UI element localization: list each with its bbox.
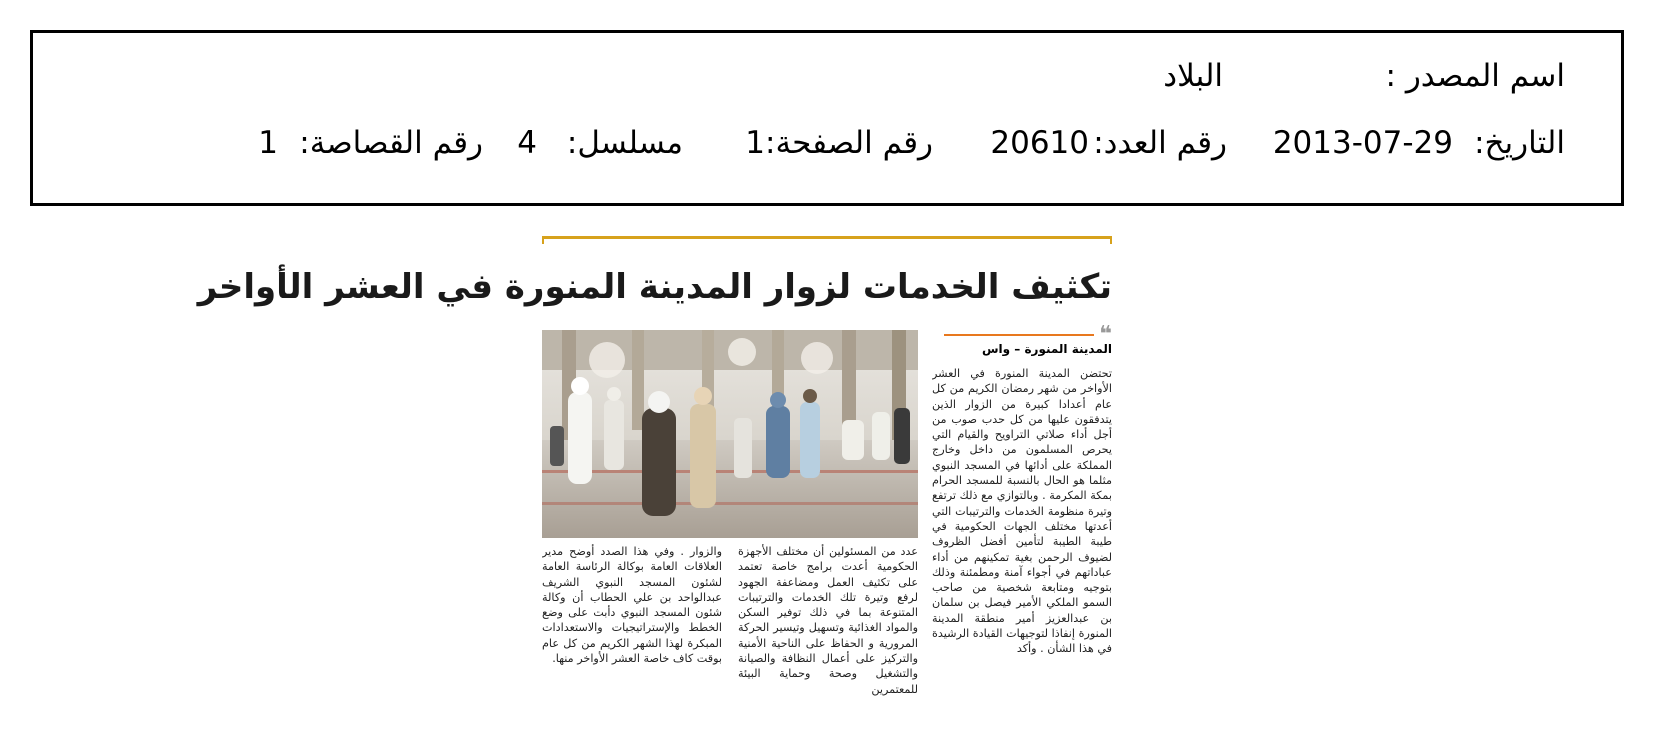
article-photo — [542, 330, 918, 538]
issue-label: رقم العدد: — [1093, 125, 1227, 161]
source-label: اسم المصدر : — [1385, 58, 1565, 94]
dateline-block — [930, 322, 1112, 360]
clipping-metadata-box — [30, 30, 1624, 206]
source-value: البلاد — [1163, 58, 1223, 94]
article-column-left: والزوار . وفي هذا الصدد أوضح مدير العلاقات العامة بوكالة الرئاسة العامة لشئون المسجد النبوي الشريف عبدالواحد بن علي الحطاب أن وكالة شئون المسجد النبوي دأبت على وضع الخطط والإستراتيجيات والاستعدادات المبكرة لهذا الشهر الكريم من كل عام بوقت كاف خاصة العشر الأواخر منها. — [542, 545, 722, 666]
page-label: رقم الصفحة: — [765, 125, 933, 161]
date-label: التاريخ: — [1474, 125, 1565, 161]
page-value: 1 — [745, 125, 765, 161]
serial-label: مسلسل: — [566, 125, 683, 161]
article-column-right: تحتضن المدينة المنورة في العشر الأواخر من شهر رمضان الكريم من كل عام أعدادا كبيرة من الزوار الذين يتدفقون عليها من كل حدب صوب من أجل أداء صلاتي التراويح والقيام التي يحرص المسلمون من داخل وخارج المملكة على أدائها في المسجد النبوي مثلما هو الحال بالنسبة للمسجد الحرام بمكة المكرمة . وبالتوازي مع ذلك ترتفع وتيرة منظومة الخدمات والترتيبات التي أعدتها مختلف الجهات الحكومية في طيبة الطيبة لتأمين أفضل الظروف لضيوف الرحمن بغية تمكينهم من أداء عباداتهم في أجواء آمنة ومطمئنة وذلك بتوجيه ومتابعة شخصية من صاحب السمو الملكي الأمير فيصل بن سلمان بن عبدالعزيز أمير منطقة المدينة المنورة إنفاذا لتوجيهات القيادة الرشيدة في هذا الشأن . وأكد — [932, 367, 1112, 656]
orange-rule — [944, 334, 1094, 336]
article-column-middle: عدد من المسئولين أن مختلف الأجهزة الحكومية أعدت برامج خاصة تعتمد على تكثيف العمل ومضاعفة الجهود لرفع وتيرة تلك الخدمات والترتيبات المتنوعة بما في ذلك توفير السكن والمواد الغذائية وتسهيل وتيسير الحركة المرورية و الحفاظ على الناحية الأمنية والتركيز على أعمال النظافة والصيانة والتشغيل وصحة وحماية البيئة للمعتمرين — [738, 545, 918, 696]
newspaper-clipping — [197, 236, 1112, 736]
serial-value: 4 — [517, 125, 537, 161]
mosque-crowd-photo — [542, 330, 918, 538]
issue-value: 20610 — [990, 125, 1089, 161]
article-dateline: المدينة المنورة – واس — [981, 342, 1112, 356]
article-headline: تكثيف الخدمات لزوار المدينة المنورة في العشر الأواخر — [197, 267, 1112, 307]
quote-mark-icon: ❝ — [1099, 322, 1112, 347]
clip-label: رقم القصاصة: — [299, 125, 483, 161]
date-value: 2013-07-29 — [1272, 125, 1453, 161]
clip-value: 1 — [258, 125, 278, 161]
top-gold-rule — [542, 236, 1112, 239]
